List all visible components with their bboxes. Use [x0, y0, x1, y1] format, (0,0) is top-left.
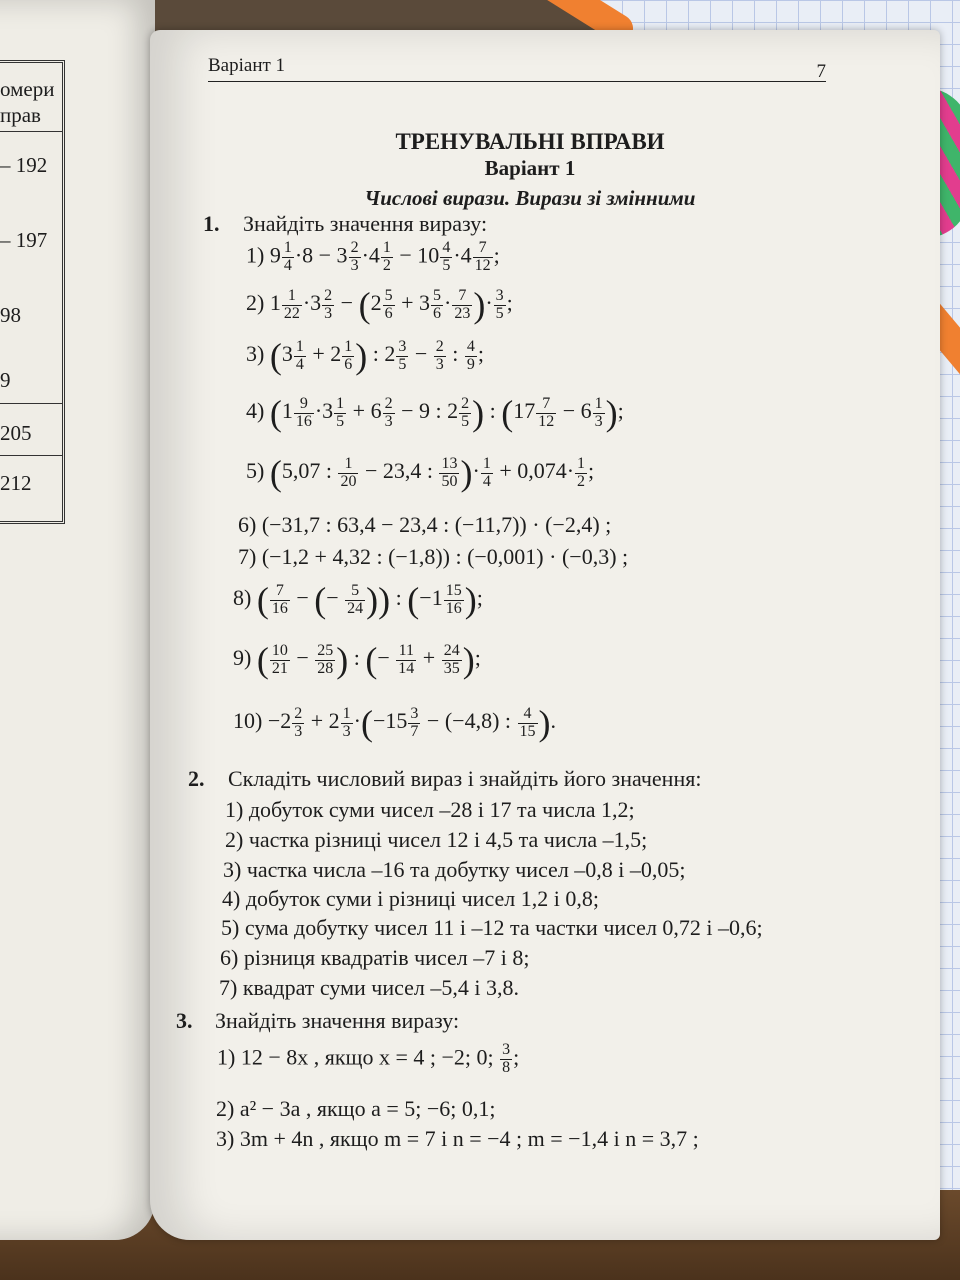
page-title: ТРЕНУВАЛЬНІ ВПРАВИ [395, 129, 665, 154]
expression-7: 7) (−1,2 + 4,32 : (−1,8)) : (−0,001) · (−0,3) ; [238, 544, 629, 569]
running-head [208, 55, 826, 82]
expression-3-1: 1) 12 − 8x , якщо x = 4 ; −2; 0; $\frac{3}{8}$ ; [217, 1041, 520, 1076]
list-item: 3) частка числа –16 та добутку чисел –0,8 і –0,05; [223, 857, 686, 882]
task-text: Складіть числовий вираз і знайдіть його значення: [228, 766, 702, 791]
item-number: 5) [246, 458, 265, 484]
answer-table [0, 60, 65, 524]
item-number: 3) [246, 341, 265, 367]
expression-2: 2) 1 $\frac{1}{22}$ ·3 $\frac{2}{3}$ − (2 $\frac{5}{6}$ + 3 $\frac{5}{6}$ · $\frac{7}{23}$ )· $\frac{3}{5}$ ; [246, 285, 513, 325]
list-item: 2) частка різниці чисел 12 і 4,5 та числа –1,5; [225, 827, 648, 852]
table-cell: 9 [0, 368, 11, 392]
item-number: 4) [246, 398, 265, 424]
task-number: 3. [176, 1008, 193, 1033]
list-item: 4) добуток суми і різниці чисел 1,2 і 0,8; [222, 886, 599, 911]
list-item: 7) квадрат суми чисел –5,4 і 3,8. [219, 975, 519, 1000]
item-number: 1) [246, 242, 265, 268]
task-number: 1. [203, 211, 220, 236]
expression-3: 3) (3 $\frac{1}{4}$ + 2 $\frac{1}{6}$ ) : 2 $\frac{3}{5}$ − $\frac{2}{3}$ : $\frac{4}{9}$ ; [246, 336, 485, 376]
table-cell: прав [0, 103, 41, 127]
task-text: Знайдіть значення виразу: [215, 1008, 460, 1033]
expression-3-2: 2) a² − 3a , якщо a = 5; −6; 0,1; [216, 1096, 496, 1121]
expression-4: 4) (1 $\frac{9}{16}$ ·3 $\frac{1}{5}$ + 6 $\frac{2}{3}$ − 9 : 2 $\frac{2}{5}$ ) : (17 $\frac{7}{12}$ − 6 $\frac{1}{3}$ ); [246, 393, 624, 433]
expression-3-3: 3) 3m + 4n , якщо m = 7 і n = −4 ; m = −1,4 і n = 3,7 ; [216, 1126, 699, 1151]
left-page [0, 0, 155, 1240]
list-item: 1) добуток суми чисел –28 і 17 та числа 1,2; [225, 797, 635, 822]
task-number: 2. [188, 766, 205, 791]
list-item: 6) різниця квадратів чисел –7 і 8; [220, 945, 530, 970]
table-cell: 205 [0, 421, 32, 445]
item-number: 9) [233, 645, 252, 671]
page-number: 7 [816, 61, 826, 82]
running-head-variant: Варіант 1 [208, 55, 286, 76]
task-text: Знайдіть значення виразу: [243, 211, 488, 236]
table-cell: 212 [0, 471, 32, 495]
expression-6: 6) (−31,7 : 63,4 − 23,4 : (−11,7)) · (−2,4) ; [238, 512, 612, 537]
list-item: 5) сума добутку чисел 11 і –12 та частки чисел 0,72 і –0,6; [221, 915, 763, 940]
expression-text: 1) 12 − 8x , якщо x = 4 ; −2; 0; [217, 1044, 494, 1070]
item-number: 2) [246, 290, 265, 316]
table-cell: – 192 [0, 153, 48, 177]
expression-5: 5) (5,07 : $\frac{1}{20}$ − 23,4 : $\frac{13}{50}$ )· $\frac{1}{4}$ + 0,074· $\frac{1}{2}$ ; [246, 453, 595, 493]
table-cell: 98 [0, 303, 21, 327]
expression-1: 1) 9 $\frac{1}{4}$ ·8 − 3 $\frac{2}{3}$ ·4 $\frac{1}{2}$ − 10 $\frac{4}{5}$ ·4 $\frac{7}{12}$ ; [246, 239, 500, 274]
item-number: 10) [233, 708, 263, 734]
table-cell: омери [0, 77, 55, 101]
expression-9: 9) ( $\frac{10}{21}$ − $\frac{25}{28}$ ) : (− $\frac{11}{14}$ + $\frac{24}{35}$ ); [233, 640, 481, 680]
variant-heading: Варіант 1 [484, 156, 576, 180]
section-heading: Числові вирази. Вирази зі змінними [364, 186, 696, 210]
table-cell: – 197 [0, 228, 48, 252]
expression-8: 8) ( $\frac{7}{16}$ − (− $\frac{5}{24}$ )) : (−1 $\frac{15}{16}$ ); [233, 580, 483, 620]
item-number: 8) [233, 585, 252, 611]
expression-10: 10) −2 $\frac{2}{3}$ + 2 $\frac{1}{3}$ ·(−15 $\frac{3}{7}$ − (−4,8) : $\frac{4}{15}$ ). [233, 703, 557, 743]
